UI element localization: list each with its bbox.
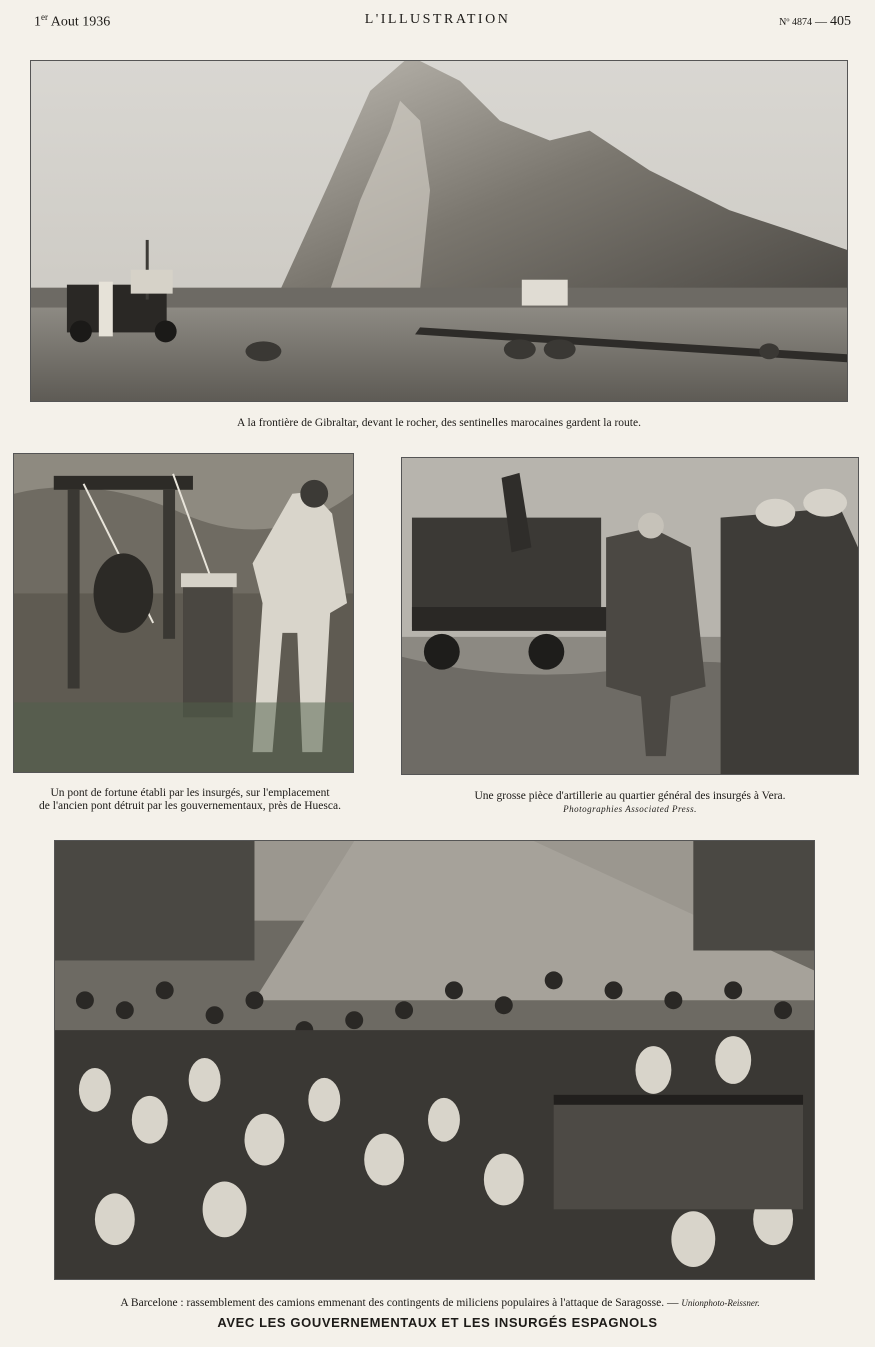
bridge-photo [13, 453, 354, 773]
magazine-title: L'ILLUSTRATION [364, 12, 511, 27]
page-number-block [779, 14, 851, 30]
artillery-caption-text: Une grosse pièce d'artillerie au quartier général des insurgés à Vera. [474, 790, 786, 802]
barcelona-photo [54, 840, 815, 1280]
page-number: 405 [830, 14, 851, 29]
barcelona-photo-credit: Unionphoto-Reissner. [681, 1298, 760, 1308]
bridge-caption-line1: Un pont de fortune établi par les insurgés, sur l'emplacement [50, 787, 330, 799]
page-headline: AVEC LES GOUVERNEMENTAUX ET LES INSURGÉS ESPAGNOLS [217, 1315, 658, 1330]
issue-number: Nº 4874 [779, 17, 812, 28]
artillery-photo-credit: Photographies Associated Press. [563, 804, 697, 814]
bridge-caption [0, 787, 380, 813]
bridge-caption-line2: de l'ancien pont détruit par les gouvernementaux, près de Huesca. [39, 800, 341, 812]
issue-date: 1er Aout 1936 [34, 12, 111, 30]
gibraltar-photo [30, 60, 848, 402]
gibraltar-caption: A la frontière de Gibraltar, devant le rocher, des sentinelles marocaines gardent la route. [237, 417, 641, 429]
barcelona-caption [20, 1297, 860, 1310]
header-separator: — [815, 14, 827, 28]
barcelona-caption-text: A Barcelone : rassemblement des camions emmenant des contingents de miliciens populaires à l'attaque de Saragosse. — [120, 1297, 679, 1309]
artillery-caption [401, 790, 859, 816]
artillery-photo [401, 457, 859, 775]
